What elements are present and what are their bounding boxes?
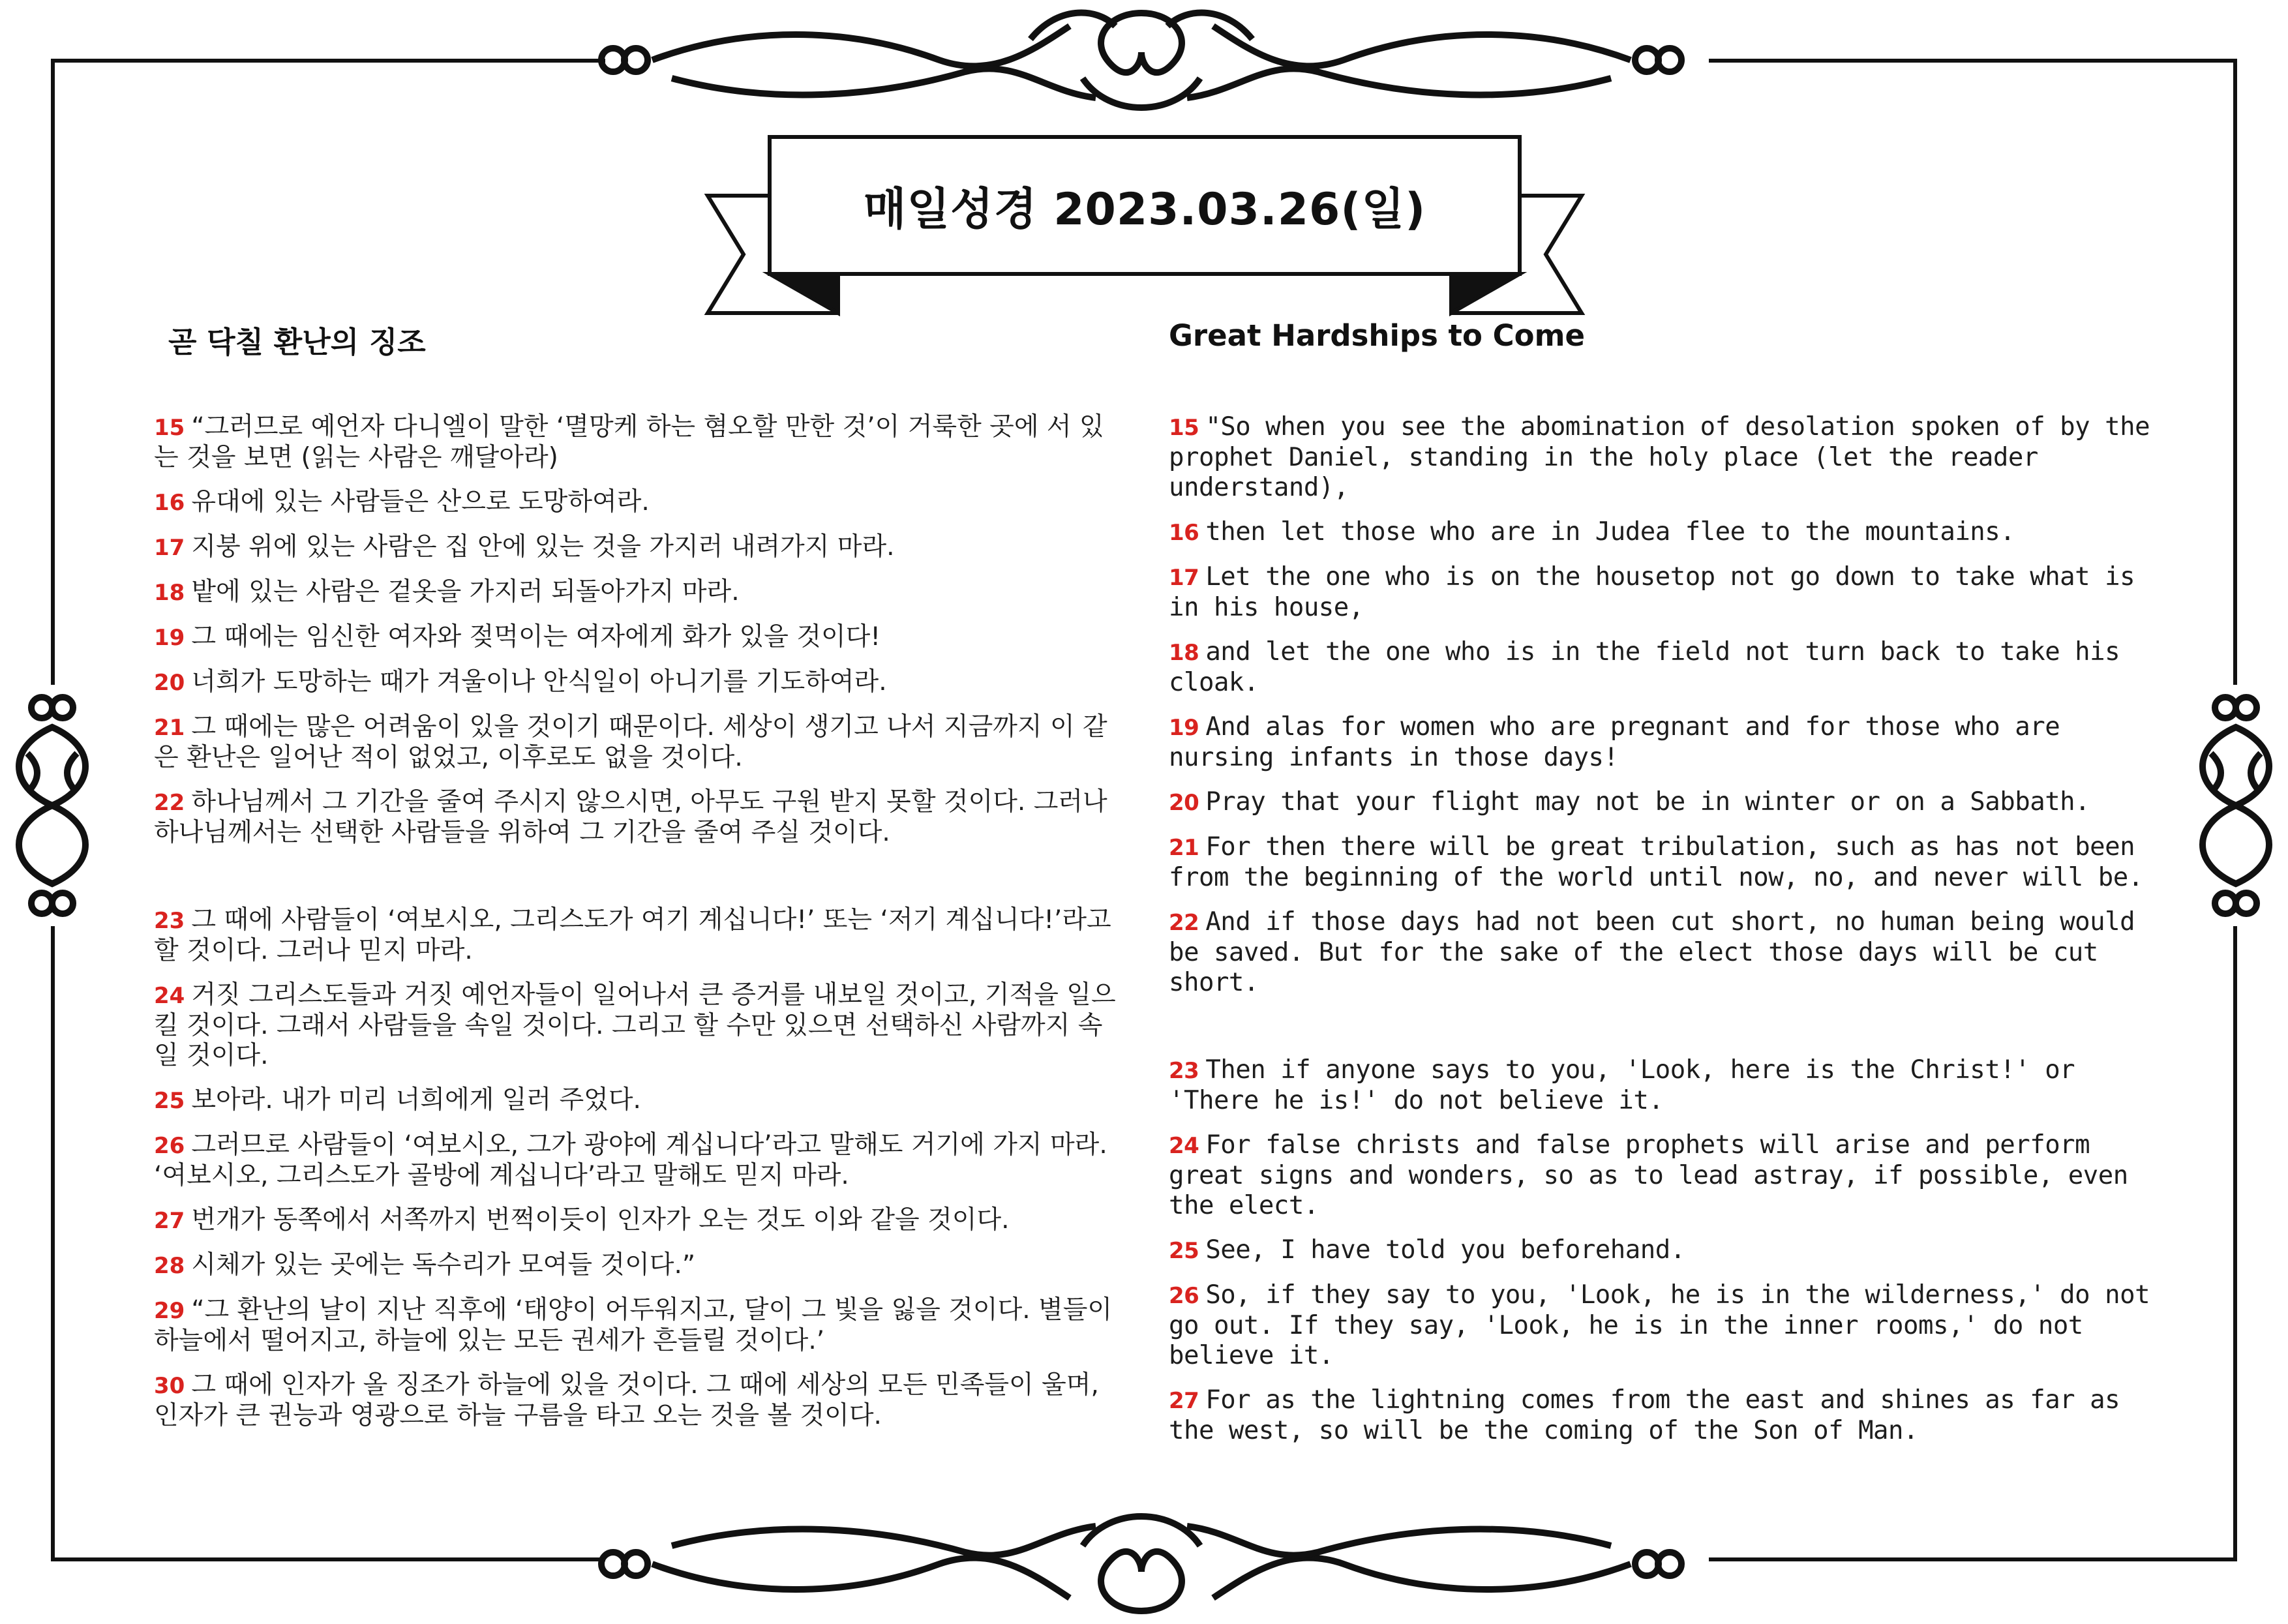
verse-number: 16 — [1169, 520, 1199, 546]
verse-text: 그러므로 사람들이 ‘여보시오, 그가 광야에 계십니다’라고 말해도 거기에 가지 마라. ‘여보시오, 그리스도가 골방에 계십니다’라고 말해도 믿지 마라. — [154, 1130, 1107, 1190]
verse-text: 그 때에는 많은 어려움이 있을 것이기 때문이다. 세상이 생기고 나서 지금까지 이 같은 환난은 일어난 적이 없었고, 이후로도 없을 것이다. — [154, 712, 1107, 772]
verse-number: 29 — [154, 1298, 185, 1324]
korean-verse-25 — [154, 1085, 1119, 1116]
korean-verse-27 — [154, 1205, 1119, 1236]
verse-text: 지붕 위에 있는 사람은 집 안에 있는 것을 가지러 내려가지 마라. — [191, 532, 895, 562]
english-verse-17 — [1169, 562, 2150, 623]
verse-number: 18 — [154, 580, 185, 606]
frame-left-top-line — [51, 59, 55, 685]
verse-number: 17 — [1169, 565, 1199, 591]
verse-text: For as the lightning comes from the east and shines as far as the west, so will be the coming of the Son of Man. — [1169, 1385, 2120, 1445]
english-verse-20 — [1169, 787, 2150, 818]
verse-text: 그 때에 사람들이 ‘여보시오, 그리스도가 여기 계십니다!’ 또는 ‘저기 계십니다!’라고 할 것이다. 그러나 믿지 마라. — [154, 905, 1111, 965]
verse-number: 21 — [154, 715, 185, 741]
title-banner — [770, 130, 1520, 326]
verse-text: and let the one who is in the field not turn back to take his cloak. — [1169, 637, 2120, 697]
verse-number: 23 — [154, 908, 185, 934]
korean-verse-30 — [154, 1370, 1119, 1431]
korean-verse-26 — [154, 1130, 1119, 1191]
verse-text: So, if they say to you, 'Look, he is in the wilderness,' do not go out. If they say, 'Look, he is in the inner rooms,' do not believe it. — [1169, 1280, 2150, 1370]
verse-text: 보아라. 내가 미리 너희에게 일러 주었다. — [191, 1085, 641, 1115]
verse-text: 거짓 그리스도들과 거짓 예언자들이 일어나서 큰 증거를 내보일 것이고, 기적을 일으킬 것이다. 그래서 사람들을 속일 것이다. 그리고 할 수만 있으면 선택하신 사람까지 속일 것이다. — [154, 980, 1116, 1070]
english-verse-21 — [1169, 832, 2150, 893]
verse-text: 그 때에는 임신한 여자와 젖먹이는 여자에게 화가 있을 것이다! — [191, 622, 881, 652]
korean-verse-23 — [154, 905, 1119, 966]
verse-number: 26 — [154, 1133, 185, 1159]
verse-text: 밭에 있는 사람은 겉옷을 가지러 되돌아가지 마라. — [191, 577, 740, 607]
verse-number: 16 — [154, 490, 185, 516]
verse-text: “그 환난의 날이 지난 직후에 ‘태양이 어두워지고, 달이 그 빛을 잃을 것이다. 별들이 하늘에서 떨어지고, 하늘에 있는 모든 권세가 흔들릴 것이다.’ — [154, 1295, 1113, 1355]
verse-number: 19 — [154, 625, 185, 651]
korean-heading: 곧 닥칠 환난의 징조 — [168, 325, 426, 359]
english-verse-25 — [1169, 1235, 2150, 1266]
left-side-ornament — [0, 682, 112, 929]
korean-verse-15 — [154, 412, 1119, 473]
verse-number: 24 — [1169, 1133, 1199, 1159]
english-verse-24 — [1169, 1130, 2150, 1221]
bottom-flourish-ornament — [574, 1494, 1709, 1624]
verse-text: For false christs and false prophets will arise and perform great signs and wonders, so as to lead astray, if possible, even the elect. — [1169, 1130, 2128, 1220]
verse-number: 15 — [1169, 415, 1199, 441]
verse-text: Let the one who is on the housetop not go down to take what is in his house, — [1169, 562, 2135, 622]
english-verse-23 — [1169, 1055, 2150, 1116]
verse-text: 그 때에 인자가 올 징조가 하늘에 있을 것이다. 그 때에 세상의 모든 민족들이 울며, 인자가 큰 권능과 영광으로 하늘 구름을 타고 오는 것을 볼 것이다. — [154, 1370, 1099, 1430]
frame-right-bottom-line — [2233, 926, 2237, 1561]
korean-verse-20 — [154, 667, 1119, 698]
verse-text: "So when you see the abomination of desolation spoken of by the prophet Daniel, standing in the holy place (let the reader understand), — [1169, 412, 2150, 502]
frame-bottom-left-line — [51, 1557, 605, 1561]
frame-left-bottom-line — [51, 926, 55, 1561]
verse-text: 번개가 동쪽에서 서쪽까지 번쩍이듯이 인자가 오는 것도 이와 같을 것이다. — [191, 1205, 1010, 1235]
korean-verse-28 — [154, 1250, 1119, 1281]
verse-number: 22 — [154, 790, 185, 816]
english-verse-27 — [1169, 1385, 2150, 1446]
verse-number: 21 — [1169, 835, 1199, 861]
verse-number: 22 — [1169, 910, 1199, 936]
korean-verse-21 — [154, 712, 1119, 773]
verse-number: 30 — [154, 1373, 185, 1399]
english-verse-26 — [1169, 1280, 2150, 1371]
frame-top-right-line — [1709, 59, 2237, 63]
korean-verse-17 — [154, 532, 1119, 563]
verse-number: 25 — [154, 1088, 185, 1114]
verse-number: 18 — [1169, 640, 1199, 666]
korean-verse-29 — [154, 1295, 1119, 1356]
english-heading: Great Hardships to Come — [1169, 318, 1585, 353]
verse-text: 너희가 도망하는 때가 겨울이나 안식일이 아니기를 기도하여라. — [191, 667, 887, 697]
verse-text: Then if anyone says to you, 'Look, here is the Christ!' or 'There he is!' do not believe it. — [1169, 1055, 2075, 1115]
verse-text: And if those days had not been cut short, no human being would be saved. But for the sake of the elect those days will be cut short. — [1169, 907, 2135, 997]
verse-text: 시체가 있는 곳에는 독수리가 모여들 것이다.” — [191, 1250, 696, 1280]
korean-verse-24 — [154, 980, 1119, 1071]
verse-number: 17 — [154, 535, 185, 561]
top-flourish-ornament — [574, 0, 1709, 130]
english-verse-19 — [1169, 712, 2150, 773]
korean-verse-22 — [154, 787, 1119, 848]
korean-verse-18 — [154, 577, 1119, 608]
verse-number: 27 — [154, 1208, 185, 1234]
verse-number: 24 — [154, 983, 185, 1009]
frame-right-top-line — [2233, 59, 2237, 685]
english-verse-15 — [1169, 412, 2150, 503]
verse-number: 28 — [154, 1253, 185, 1279]
verse-number: 27 — [1169, 1388, 1199, 1414]
english-column — [1169, 412, 2150, 1460]
verse-text: 하나님께서 그 기간을 줄여 주시지 않으시면, 아무도 구원 받지 못할 것이다. 그러나 하나님께서는 선택한 사람들을 위하여 그 기간을 줄여 주실 것이다. — [154, 787, 1107, 847]
verse-text: 유대에 있는 사람들은 산으로 도망하여라. — [191, 487, 650, 517]
english-verse-22 — [1169, 907, 2150, 998]
korean-verse-16 — [154, 487, 1119, 518]
verse-number: 25 — [1169, 1238, 1199, 1264]
right-side-ornament — [2178, 682, 2288, 929]
verse-number: 20 — [1169, 790, 1199, 816]
verse-text: See, I have told you beforehand. — [1205, 1235, 1685, 1265]
page-title: 매일성경 2023.03.26(일) — [863, 183, 1426, 235]
verse-text: Pray that your flight may not be in winter or on a Sabbath. — [1205, 787, 2090, 817]
verse-text: And alas for women who are pregnant and for those who are nursing infants in those days! — [1169, 712, 2060, 772]
verse-number: 19 — [1169, 715, 1199, 741]
verse-text: then let those who are in Judea flee to the mountains. — [1205, 517, 2015, 547]
frame-top-left-line — [51, 59, 605, 63]
korean-column — [154, 412, 1119, 1445]
verse-number: 20 — [154, 670, 185, 696]
verse-text: “그러므로 예언자 다니엘이 말한 ‘멸망케 하는 혐오할 만한 것’이 거룩한 곳에 서 있는 것을 보면 (읽는 사람은 깨달아라) — [154, 412, 1104, 472]
korean-verse-19 — [154, 622, 1119, 653]
english-verse-18 — [1169, 637, 2150, 698]
frame-bottom-right-line — [1709, 1557, 2237, 1561]
english-verse-16 — [1169, 517, 2150, 548]
verse-text: For then there will be great tribulation, such as has not been from the beginning of the world until now, no, and never will be. — [1169, 832, 2143, 892]
verse-number: 23 — [1169, 1058, 1199, 1084]
verse-number: 26 — [1169, 1283, 1199, 1309]
verse-number: 15 — [154, 415, 185, 441]
